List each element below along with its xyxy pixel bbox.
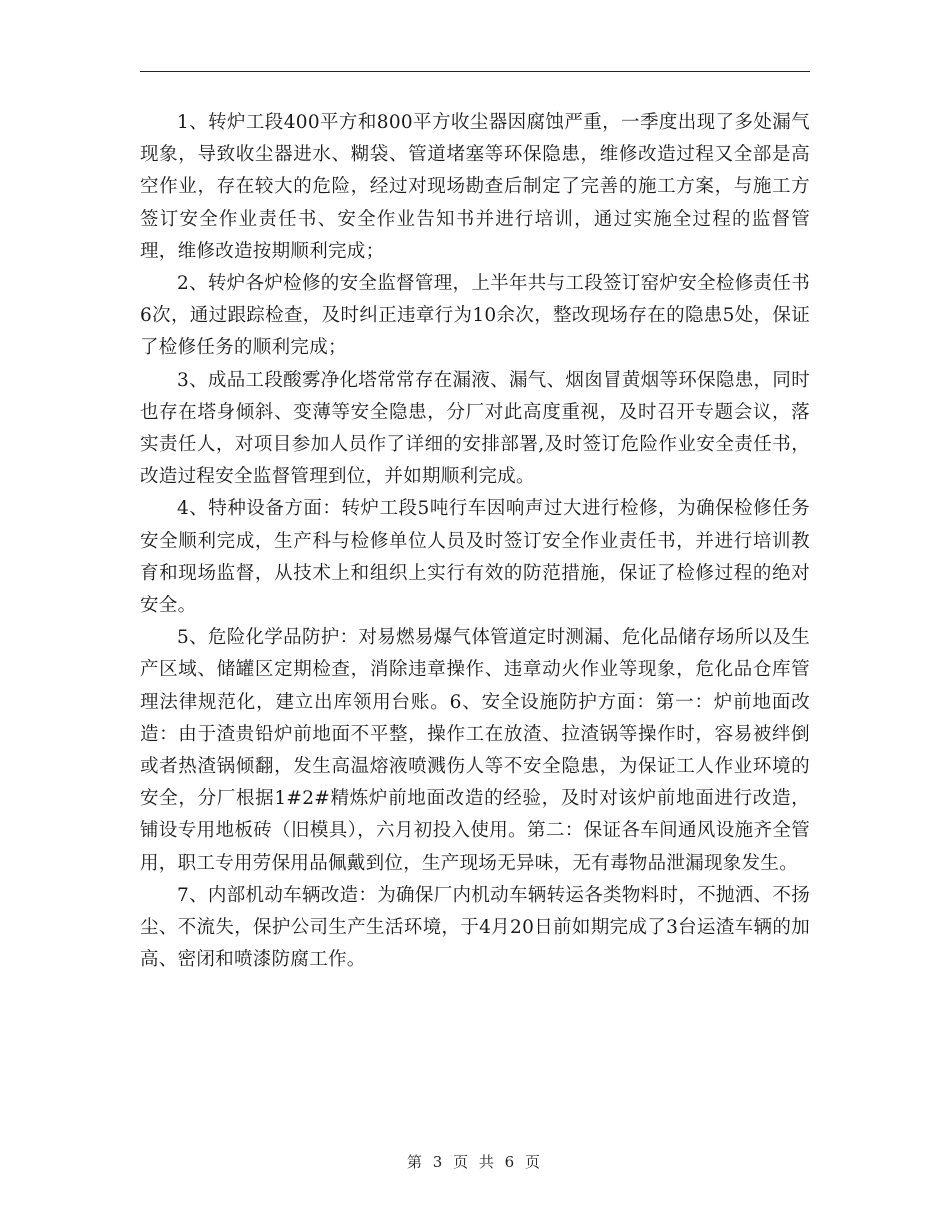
paragraph-1: 1、转炉工段400平方和800平方收尘器因腐蚀严重，一季度出现了多处漏气现象，导致收尘器进水、糊袋、管道堵塞等环保隐患，维修改造过程又全部是高空作业，存在较大的危险，经过对现场勘查后制定了完善的施工方案，与施工方签订安全作业责任书、安全作业告知书并进行培训，通过实施全过程的监督管理，维修改造按期顺利完成； xyxy=(140,112,810,262)
paragraph-6: 7、内部机动车辆改造：为确保厂内机动车辆转运各类物料时，不抛洒、不扬尘、不流失，保护公司生产生活环境，于4月20日前如期完成了3台运渣车辆的加高、密闭和喷漆防腐工作。 xyxy=(140,884,810,971)
paragraph-3: 3、成品工段酸雾净化塔常常存在漏液、漏气、烟囱冒黄烟等环保隐患，同时也存在塔身倾斜、变薄等安全隐患，分厂对此高度重视，及时召开专题会议，落实责任人，对项目参加人员作了详细的安排部署,及时签订危险作业安全责任书，改造过程安全监督管理到位，并如期顺利完成。 xyxy=(140,369,810,488)
document-body xyxy=(140,107,810,976)
paragraph-5: 5、危险化学品防护：对易燃易爆气体管道定时测漏、危化品储存场所以及生产区域、储罐区定期检查，消除违章操作、违章动火作业等现象，危化品仓库管理法律规范化，建立出库领用台账。6、安全设施防护方面：第一：炉前地面改造：由于渣贵铅炉前地面不平整，操作工在放渣、拉渣锅等操作时，容易被绊倒或者热渣锅倾翻，发生高温熔液喷溅伤人等不安全隐患，为保证工人作业环境的安全，分厂根据1#2#精炼炉前地面改造的经验，及时对该炉前地面进行改造，铺设专用地板砖（旧模具），六月初投入使用。第二：保证各车间通风设施齐全管用，职工专用劳保用品佩戴到位，生产现场无异味，无有毒物品泄漏现象发生。 xyxy=(140,627,810,874)
paragraph-2: 2、转炉各炉检修的安全监督管理，上半年共与工段签订窑炉安全检修责任书6次，通过跟踪检查，及时纠正违章行为10余次，整改现场存在的隐患5处，保证了检修任务的顺利完成； xyxy=(140,273,810,359)
page-number-footer: 第 3 页 共 6 页 xyxy=(407,1153,543,1171)
header-rule xyxy=(140,71,810,72)
paragraph-4: 4、特种设备方面：转炉工段5吨行车因响声过大进行检修，为确保检修任务安全顺利完成，生产科与检修单位人员及时签订安全作业责任书，并进行培训教育和现场监督，从技术上和组织上实行有效的防范措施，保证了检修过程的绝对安全。 xyxy=(140,498,810,617)
